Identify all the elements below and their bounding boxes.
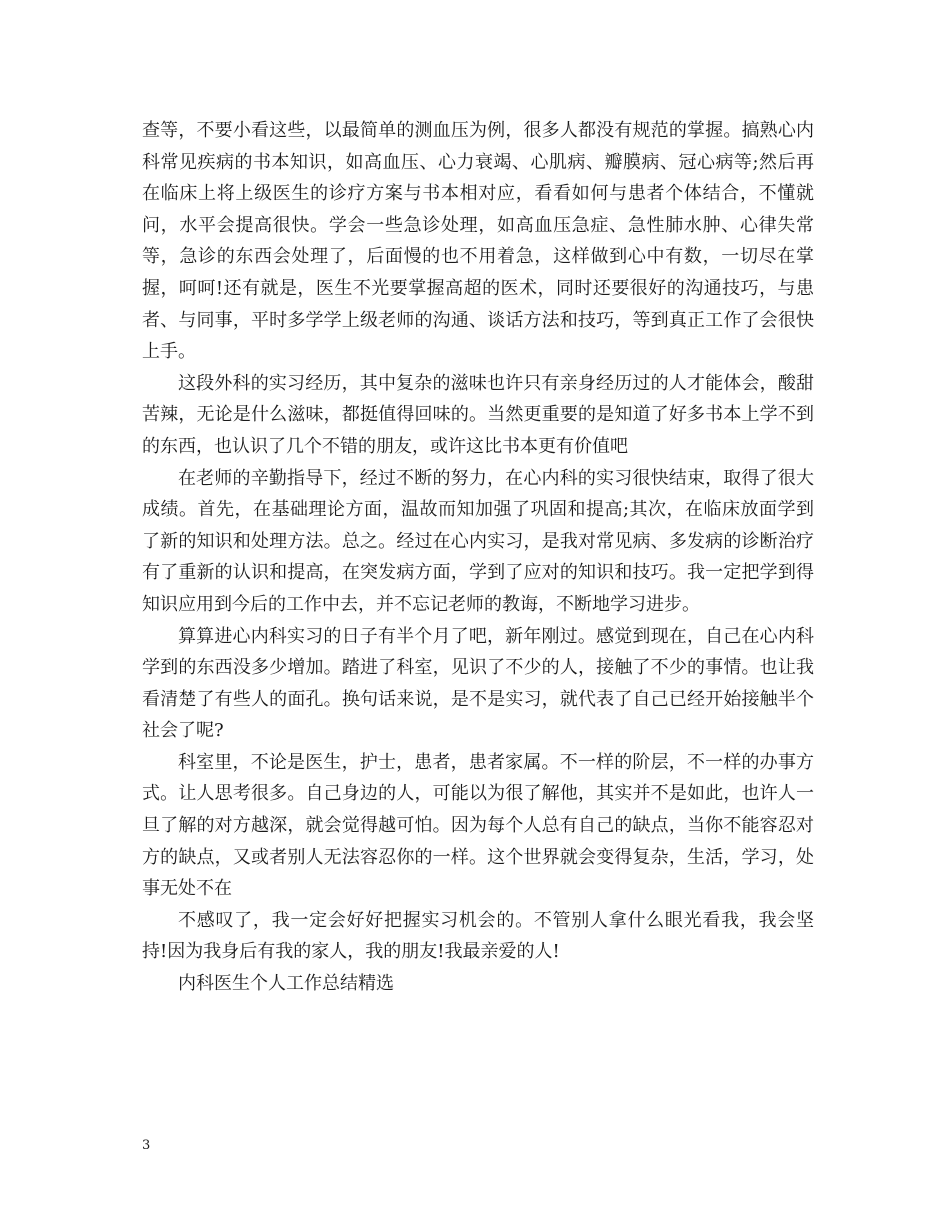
paragraph-2: 这段外科的实习经历，其中复杂的滋味也许只有亲身经历过的人才能体会，酸甜苦辣，无论是什么滋味，都挺值得回味的。当然更重要的是知道了好多书本上学不到的东西，也认识了几个不错的朋友，或许这比书本更有价值吧	[142, 372, 814, 457]
paragraph-1: 查等，不要小看这些，以最简单的测血压为例，很多人都没有规范的掌握。搞熟心内科常见疾病的书本知识，如高血压、心力衰竭、心肌病、瓣膜病、冠心病等;然后再在临床上将上级医生的诊疗方案与书本相对应，看看如何与患者个体结合，不懂就问，水平会提高很快。学会一些急诊处理，如高血压急症、急性肺水肿、心律失常等，急诊的东西会处理了，后面慢的也不用着急，这样做到心中有数，一切尽在掌握，呵呵!还有就是，医生不光要掌握高超的医术，同时还要很好的沟通技巧，与患者、与同事，平时多学学上级老师的沟通、谈话方法和技巧，等到真正工作了会很快上手。	[142, 120, 814, 363]
paragraph-4: 算算进心内科实习的日子有半个月了吧，新年刚过。感觉到现在，自己在心内科学到的东西没多少增加。踏进了科室，见识了不少的人，接触了不少的事情。也让我看清楚了有些人的面孔。换句话来说，是不是实习，就代表了自己已经开始接触半个社会了呢?	[142, 625, 814, 742]
page-number: 3	[142, 1138, 151, 1153]
paragraph-3: 在老师的辛勤指导下，经过不断的努力，在心内科的实习很快结束，取得了很大成绩。首先，在基础理论方面，温故而知加强了巩固和提高;其次，在临床放面学到了新的知识和处理方法。总之。经过在心内实习，是我对常见病、多发病的诊断治疗有了重新的认识和提高，在突发病方面，学到了应对的知识和技巧。我一定把学到得知识应用到今后的工作中去，并不忘记老师的教诲，不断地学习进步。	[142, 467, 814, 615]
paragraph-6: 不感叹了，我一定会好好把握实习机会的。不管别人拿什么眼光看我，我会坚持!因为我身后有我的家人，我的朋友!我最亲爱的人!	[142, 909, 814, 963]
section-heading: 内科医生个人工作总结精选	[178, 973, 394, 995]
document-body	[142, 115, 814, 1000]
paragraph-5: 科室里，不论是医生，护士，患者，患者家属。不一样的阶层，不一样的办事方式。让人思考很多。自己身边的人，可能以为很了解他，其实并不是如此，也许人一旦了解的对方越深，就会觉得越可怕。因为每个人总有自己的缺点，当你不能容忍对方的缺点，又或者别人无法容忍你的一样。这个世界就会变得复杂，生活，学习，处事无处不在	[142, 751, 814, 900]
